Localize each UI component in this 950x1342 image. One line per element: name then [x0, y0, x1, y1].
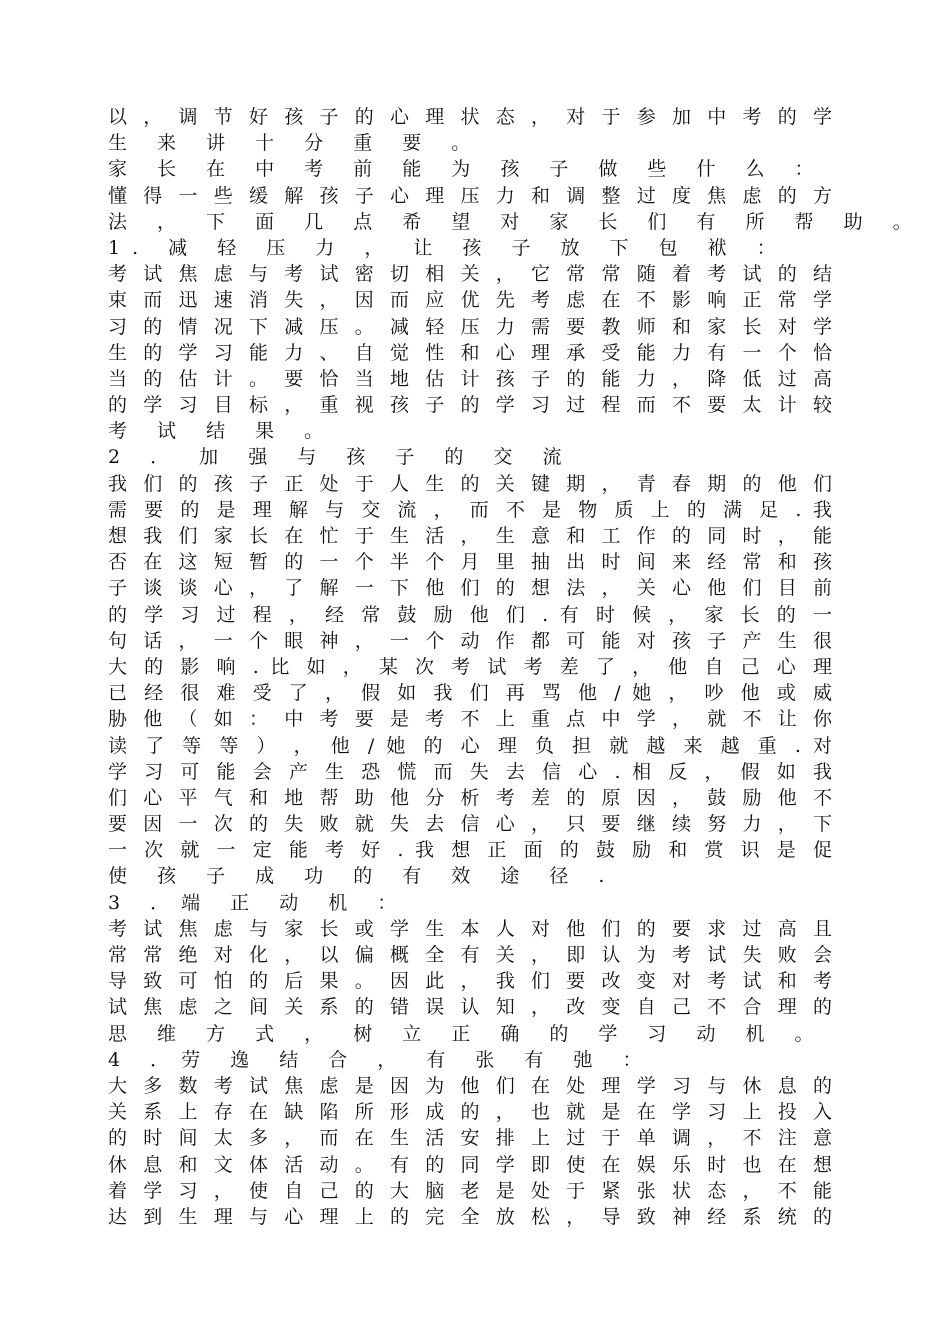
document-body — [108, 104, 924, 1230]
text-line-9: 习 的 情 况 下 减 压 。 减 轻 压 力 需 要 教 师 和 家 长 对 学 — [108, 315, 832, 338]
text-line-1: 以 ， 调 节 好 孩 子 的 心 理 状 态 ， 对 于 参 加 中 考 的 学 — [108, 106, 832, 128]
text-line-43: 达 到 生 理 与 心 理 上 的 完 全 放 松 ， 导 致 神 经 系 统 的 — [108, 1205, 832, 1228]
text-line-4: 懂 得 一 些 缓 解 孩 子 心 理 压 力 和 调 整 过 度 焦 虑 的 方 — [108, 184, 832, 207]
text-line-5: 法 ， 下 面 几 点 希 望 对 家 长 们 有 所 帮 助 。 — [108, 210, 924, 233]
text-line-27: 们 心 平 气 和 地 帮 助 他 分 析 考 差 的 原 因 ， 鼓 励 他 不 — [108, 786, 832, 809]
text-line-38: 大 多 数 考 试 焦 虑 是 因 为 他 们 在 处 理 学 习 与 休 息 的 — [108, 1074, 832, 1097]
text-line-16: 需 要 的 是 理 解 与 交 流 ， 而 不 是 物 质 上 的 满 足 . 我 — [108, 498, 832, 521]
text-line-18: 否 在 这 短 暂 的 一 个 半 个 月 里 抽 出 时 间 来 经 常 和 孩 — [108, 551, 832, 574]
text-line-39: 关 系 上 存 在 缺 陷 所 形 成 的 ， 也 就 是 在 学 习 上 投 入 — [108, 1101, 832, 1124]
section-heading-3: 3 ．端 正 动 机 ： — [108, 891, 409, 914]
text-line-34: 导 致 可 怕 的 后 果 。 因 此 ， 我 们 要 改 变 对 考 试 和 考 — [108, 970, 832, 993]
text-line-19: 子 谈 谈 心 ， 了 解 一 下 他 们 的 想 法 ， 关 心 他 们 目 前 — [108, 577, 832, 600]
text-line-12: 的 学 习 目 标 ， 重 视 孩 子 的 学 习 过 程 而 不 要 太 计 较 — [108, 394, 832, 417]
section-heading-1: 1. 减 轻 压 力 ， 让 孩 子 放 下 包 袱 ： — [108, 236, 788, 259]
text-line-32: 考 试 焦 虑 与 家 长 或 学 生 本 人 对 他 们 的 要 求 过 高 且 — [108, 917, 832, 940]
text-line-8: 束 而 迅 速 消 失 ， 因 而 应 优 先 考 虑 在 不 影 响 正 常 学 — [108, 289, 832, 312]
text-line-17: 想 我 们 家 长 在 忙 于 生 活 ， 生 意 和 工 作 的 同 时 ， 能 — [108, 525, 832, 547]
text-line-13: 考 试 结 果 。 — [108, 420, 336, 443]
text-line-41: 休 息 和 文 体 活 动 。 有 的 同 学 即 使 在 娱 乐 时 也 在 想 — [108, 1153, 832, 1176]
text-line-21: 句 话 ， 一 个 眼 神 ， 一 个 动 作 都 可 能 对 孩 子 产 生 很 — [108, 629, 832, 652]
text-line-24: 胁 他 （ 如 ： 中 考 要 是 考 不 上 重 点 中 学 ， 就 不 让 你 — [108, 708, 832, 731]
text-line-7: 考 试 焦 虑 与 考 试 密 切 相 关 ， 它 常 常 随 着 考 试 的 结 — [108, 263, 832, 286]
text-line-11: 当 的 估 计 。 要 恰 当 地 估 计 孩 子 的 能 力 ， 降 低 过 高 — [108, 367, 832, 390]
text-line-26: 学 习 可 能 会 产 生 恐 慌 而 失 去 信 心 . 相 反 ， 假 如 我 — [108, 760, 832, 783]
text-line-22: 大 的 影 响 . 比 如 ， 某 次 考 试 考 差 了 ， 他 自 己 心 理 — [108, 655, 832, 678]
text-line-10: 生 的 学 习 能 力 、 自 觉 性 和 心 理 承 受 能 力 有 一 个 恰 — [108, 341, 832, 364]
text-line-2: 生 来 讲 十 分 重 要 。 — [108, 132, 483, 155]
text-line-29: 一 次 就 一 定 能 考 好 . 我 想 正 面 的 鼓 励 和 赏 识 是 促 — [108, 839, 832, 862]
text-line-23: 已 经 很 难 受 了 ， 假 如 我 们 再 骂 他 / 她 ， 吵 他 或 威 — [108, 682, 832, 705]
text-line-28: 要 因 一 次 的 失 败 就 失 去 信 心 ， 只 要 继 续 努 力 ， 下 — [108, 813, 832, 836]
section-heading-4: 4 ．劳 逸 结 合 ， 有 张 有 弛 ： — [108, 1048, 654, 1071]
text-line-33: 常 常 绝 对 化 ， 以 偏 概 全 有 关 ， 即 认 为 考 试 失 败 会 — [108, 944, 832, 966]
text-line-35: 试 焦 虑 之 间 关 系 的 错 误 认 知 ， 改 变 自 己 不 合 理 的 — [108, 996, 832, 1019]
section-heading-2: 2 ． 加 强 与 孩 子 的 交 流 — [108, 446, 574, 469]
text-line-40: 的 时 间 太 多 ， 而 在 生 活 安 排 上 过 于 单 调 ， 不 注 意 — [108, 1127, 832, 1150]
text-line-36: 思 维 方 式 ， 树 立 正 确 的 学 习 动 机 。 — [108, 1022, 826, 1045]
text-line-15: 我 们 的 孩 子 正 处 于 人 生 的 关 键 期 ， 青 春 期 的 他 们 — [108, 472, 832, 495]
text-line-3: 家 长 在 中 考 前 能 为 孩 子 做 些 什 么 ： — [108, 158, 826, 181]
text-line-42: 着 学 习 ， 使 自 己 的 大 脑 老 是 处 于 紧 张 状 态 ， 不 能 — [108, 1179, 832, 1202]
text-line-25: 读 了 等 等 ） ， 他 / 她 的 心 理 负 担 就 越 来 越 重 . 对 — [108, 734, 832, 757]
text-line-30: 使 孩 子 成 功 的 有 效 途 径 . — [108, 865, 617, 888]
text-line-20: 的 学 习 过 程 ， 经 常 鼓 励 他 们 . 有 时 候 ， 家 长 的 一 — [108, 603, 832, 626]
